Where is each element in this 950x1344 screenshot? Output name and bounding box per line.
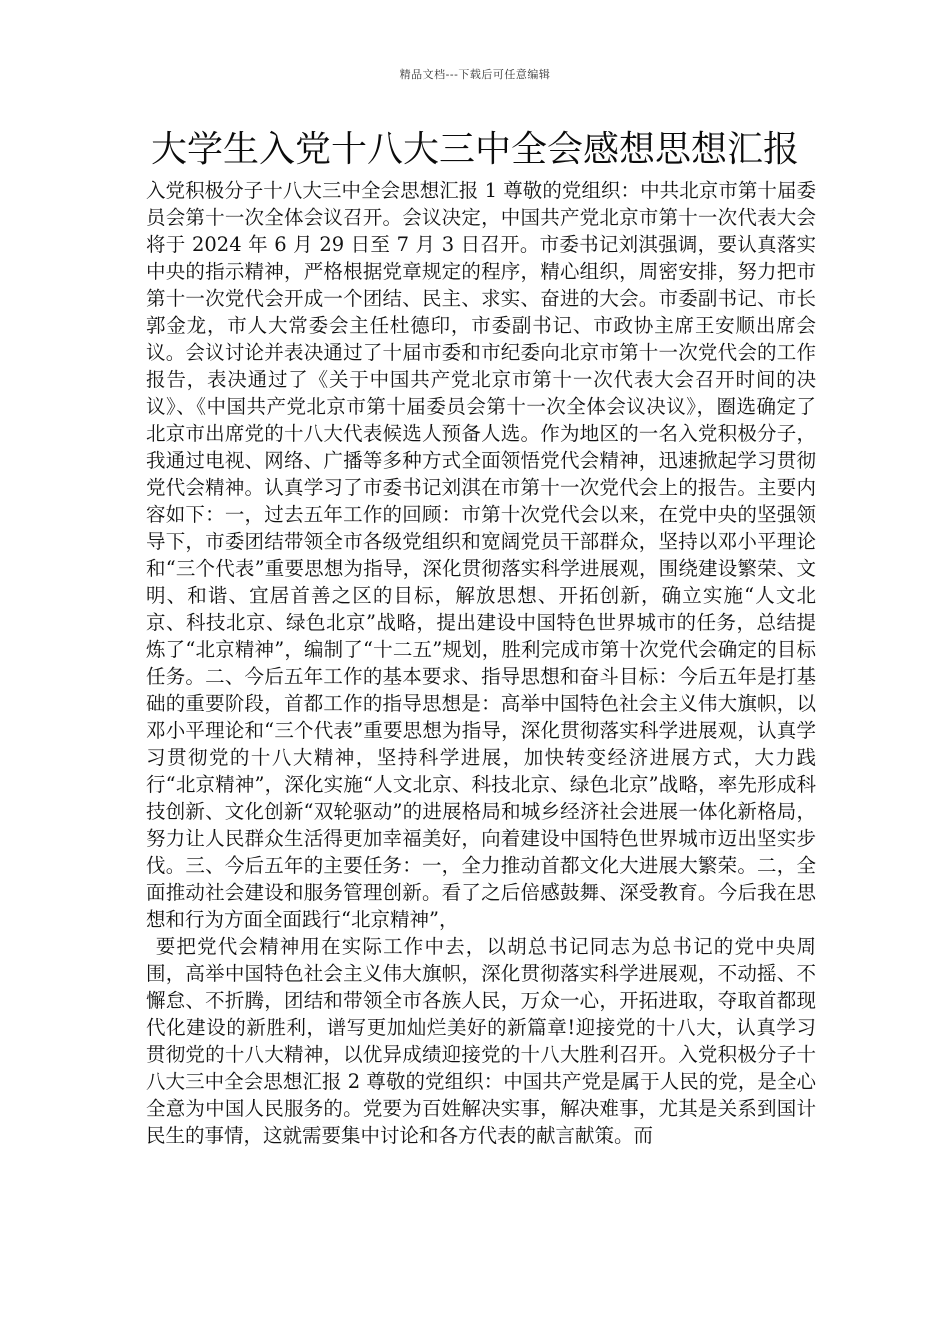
- body-paragraph-2: 要把党代会精神用在实际工作中去，以胡总书记同志为总书记的党中央周围，高举中国特色社会主义伟大旗帜，深化贯彻落实科学进展观，不动摇、不懈怠、不折腾，团结和带领全市各族人民，万众一心，开拓进取，夺取首都现代化建设的新胜利，谱写更加灿烂美好的新篇章!迎接党的十八大，认真学习贯彻党的十八大精神，以优异成绩迎接党的十八大胜利召开。入党积极分子十八大三中全会思想汇报 2 尊敬的党组织：中国共产党是属于人民的党，是全心全意为中国人民服务的。党要为百姓解决实事，解决难事，尤其是关系到国计民生的事情，这就需要集中讨论和各方代表的献言献策。而: [146, 935, 816, 1147]
- body-paragraph-1: 入党积极分子十八大三中全会思想汇报 1 尊敬的党组织：中共北京市第十届委员会第十一次全体会议召开。会议决定，中国共产党北京市第十一次代表大会将于 2024 年 6 月 29 日至 7 月 3 日召开。市委书记刘淇强调，要认真落实中央的指示精神，严格根据党章规定的程序，精心组织，周密安排，努力把市第十一次党代会开成一个团结、民主、求实、奋进的大会。市委副书记、市长郭金龙，市人大常委会主任杜德印，市委副书记、市政协主席王安顺出席会议。会议讨论并表决通过了十届市委和市纪委向北京市第十一次党代会的工作报告，表决通过了《关于中国共产党北京市第十一次代表大会召开时间的决议》、《中国共产党北京市第十届委员会第十一次全体会议决议》，圈选确定了北京市出席党的十八大代表候选人预备人选。作为地区的一名入党积极分子，我通过电视、网络、广播等多种方式全面领悟党代会精神，迅速掀起学习贯彻党代会精神。认真学习了市委书记刘淇在市第十一次党代会上的报告。主要内容如下：一，过去五年工作的回顾：市第十次党代会以来，在党中央的坚强领导下，市委团结带领全市各级党组织和宽阔党员干部群众，坚持以邓小平理论和“三个代表”重要思想为指导，深化贯彻落实科学进展观，围绕建设繁荣、文明、和谐、宜居首善之区的目标，解放思想、开拓创新，确立实施“人文北京、科技北京、绿色北京”战略，提出建设中国特色世界城市的任务，总结提炼了“北京精神”，编制了“十二五”规划，胜利完成市第十次党代会确定的目标任务。二、今后五年工作的基本要求、指导思想和奋斗目标：今后五年是打基础的重要阶段，首都工作的指导思想是：高举中国特色社会主义伟大旗帜，以邓小平理论和“三个代表”重要思想为指导，深化贯彻落实科学进展观，认真学习贯彻党的十八大精神，坚持科学进展，加快转变经济进展方式，大力践行“北京精神”，深化实施“人文北京、科技北京、绿色北京”战略，率先形成科技创新、文化创新“双轮驱动”的进展格局和城乡经济社会进展一体化新格局，努力让人民群众生活得更加幸福美好，向着建设中国特色世界城市迈出坚实步伐。三、今后五年的主要任务：一，全力推动首都文化大进展大繁荣。二，全面推动社会建设和服务管理创新。看了之后倍感鼓舞、深受教育。今后我在思想和行为方面全面践行“北京精神”，: [146, 179, 816, 931]
- document-title: 大学生入党十八大三中全会感想思想汇报: [150, 129, 799, 170]
- header-note: 精品文档---下载后可任意编辑: [399, 68, 551, 81]
- document-body: [146, 177, 816, 1149]
